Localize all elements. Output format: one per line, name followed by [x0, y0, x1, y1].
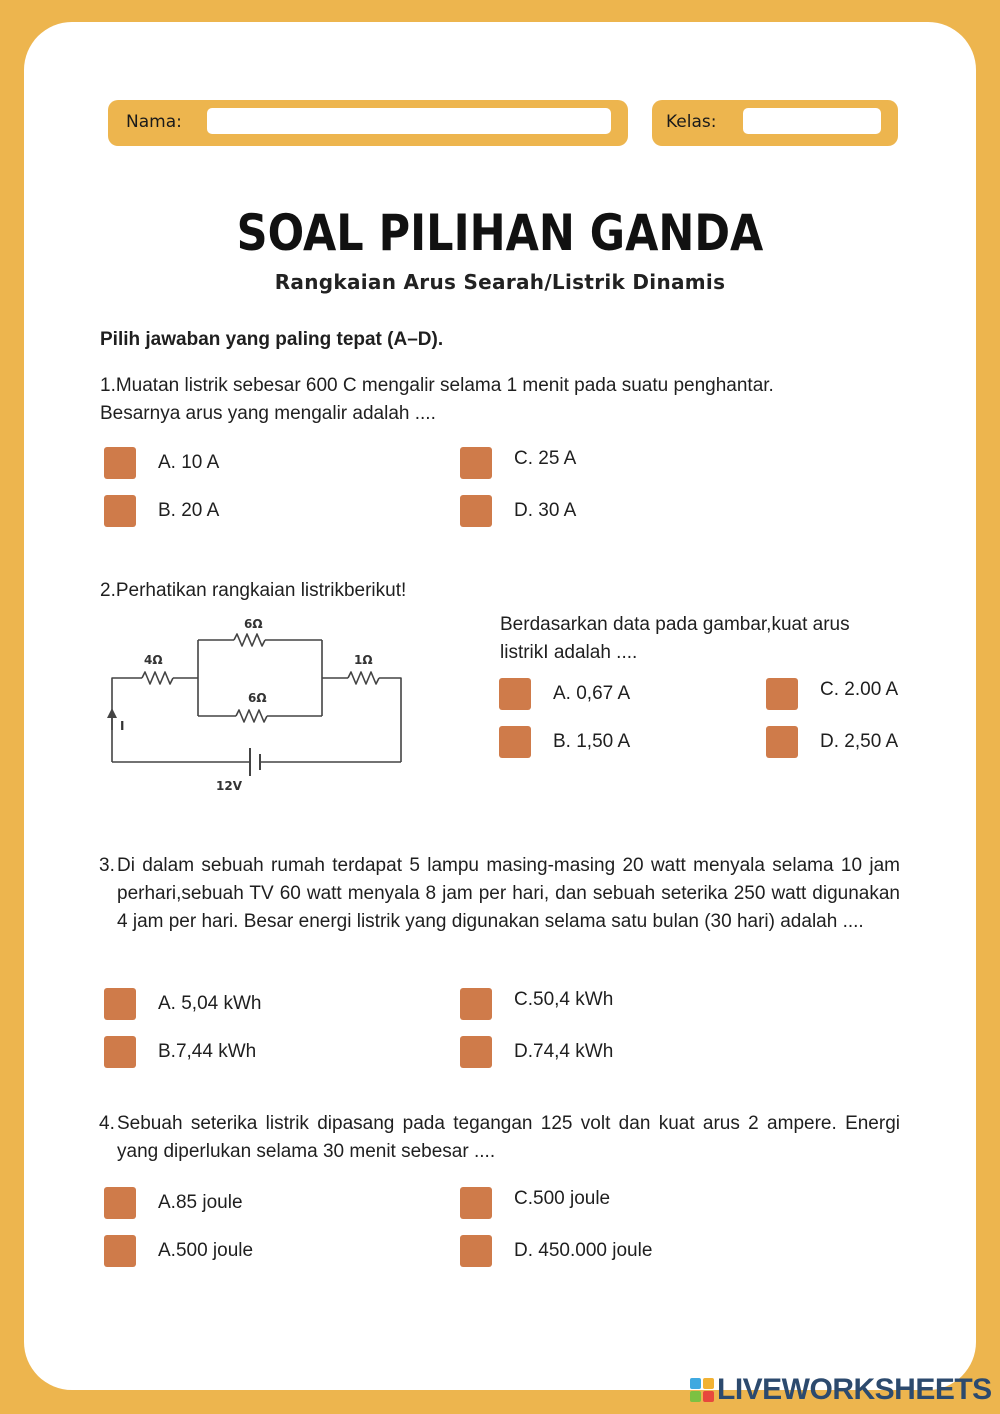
q3-option-d-box[interactable] [460, 1036, 492, 1068]
q2-option-c-label: C. 2.00 A [820, 679, 899, 700]
q4-option-c-box[interactable] [460, 1187, 492, 1219]
q2-option-a-box[interactable] [499, 678, 531, 710]
page-title: SOAL PILIHAN GANDA [236, 204, 764, 262]
question-1-line-1: 1.Muatan listrik sebesar 600 C mengalir selama 1 menit pada suatu penghantar. [100, 375, 774, 396]
circuit-diagram [104, 612, 414, 802]
liveworksheets-brand[interactable] [690, 1374, 992, 1406]
q4-option-b-box[interactable] [104, 1235, 136, 1267]
liveworksheets-logo-icon [690, 1378, 714, 1402]
q2-option-d-box[interactable] [766, 726, 798, 758]
q2-option-c-box[interactable] [766, 678, 798, 710]
page-subtitle: Rangkaian Arus Searah/Listrik Dinamis [274, 270, 726, 294]
circuit-label-current: I [120, 719, 125, 733]
question-2-line-2: listrikI adalah .... [500, 642, 638, 663]
q1-option-d-label: D. 30 A [514, 500, 577, 521]
name-field-container [108, 100, 628, 146]
question-1-line-2: Besarnya arus yang mengalir adalah .... [100, 403, 436, 424]
circuit-label-voltage: 12V [216, 779, 242, 793]
q3-option-c-label: C.50,4 kWh [514, 989, 614, 1010]
brand-text: LIVEWORKSHEETS [717, 1373, 992, 1406]
q1-option-c-box[interactable] [460, 447, 492, 479]
q4-option-c-label: C.500 joule [514, 1188, 611, 1209]
q3-option-c-box[interactable] [460, 988, 492, 1020]
class-label: Kelas: [666, 112, 717, 132]
name-input[interactable] [207, 108, 611, 134]
q4-option-a-label: A.85 joule [158, 1192, 243, 1213]
q4-option-d-label: D. 450.000 joule [514, 1240, 653, 1261]
q3-option-a-box[interactable] [104, 988, 136, 1020]
q1-option-c-label: C. 25 A [514, 448, 577, 469]
q3-option-b-box[interactable] [104, 1036, 136, 1068]
q4-option-a-box[interactable] [104, 1187, 136, 1219]
q2-option-b-box[interactable] [499, 726, 531, 758]
question-2-line-1: Berdasarkan data pada gambar,kuat arus [500, 614, 850, 635]
question-3-number: 3. [99, 855, 115, 876]
question-3-text: Di dalam sebuah rumah terdapat 5 lampu masing-masing 20 watt menyala selama 10 jam perhari,sebuah TV 60 watt menyala 8 jam per hari, dan sebuah seterika 250 watt digunakan 4 jam per hari. Besar energi listrik yang digunakan selama satu bulan (30 hari) adalah .... [117, 855, 900, 932]
q2-option-b-label: B. 1,50 A [553, 731, 631, 752]
q1-option-a-label: A. 10 A [158, 452, 220, 473]
class-field-container [652, 100, 898, 146]
question-4-number: 4. [99, 1113, 115, 1134]
q1-option-b-label: B. 20 A [158, 500, 220, 521]
q4-option-b-label: A.500 joule [158, 1240, 254, 1261]
circuit-label-4ohm: 4Ω [144, 653, 163, 667]
circuit-label-6ohm-top: 6Ω [244, 617, 263, 631]
q3-option-b-label: B.7,44 kWh [158, 1041, 257, 1062]
q1-option-b-box[interactable] [104, 495, 136, 527]
q2-option-a-label: A. 0,67 A [553, 683, 631, 704]
instruction: Pilih jawaban yang paling tepat (A–D). [100, 329, 444, 350]
q2-option-d-label: D. 2,50 A [820, 731, 899, 752]
class-input[interactable] [743, 108, 881, 134]
question-4-text: Sebuah seterika listrik dipasang pada tegangan 125 volt dan kuat arus 2 ampere. Energi yang diperlukan selama 30 menit sebesar .... [117, 1113, 900, 1162]
circuit-label-6ohm-bottom: 6Ω [248, 691, 267, 705]
q3-option-d-label: D.74,4 kWh [514, 1041, 614, 1062]
question-2-heading: 2.Perhatikan rangkaian listrikberikut! [100, 580, 407, 601]
name-label: Nama: [126, 112, 182, 132]
circuit-label-1ohm: 1Ω [354, 653, 373, 667]
q3-option-a-label: A. 5,04 kWh [158, 993, 262, 1014]
q1-option-a-box[interactable] [104, 447, 136, 479]
q1-option-d-box[interactable] [460, 495, 492, 527]
q4-option-d-box[interactable] [460, 1235, 492, 1267]
